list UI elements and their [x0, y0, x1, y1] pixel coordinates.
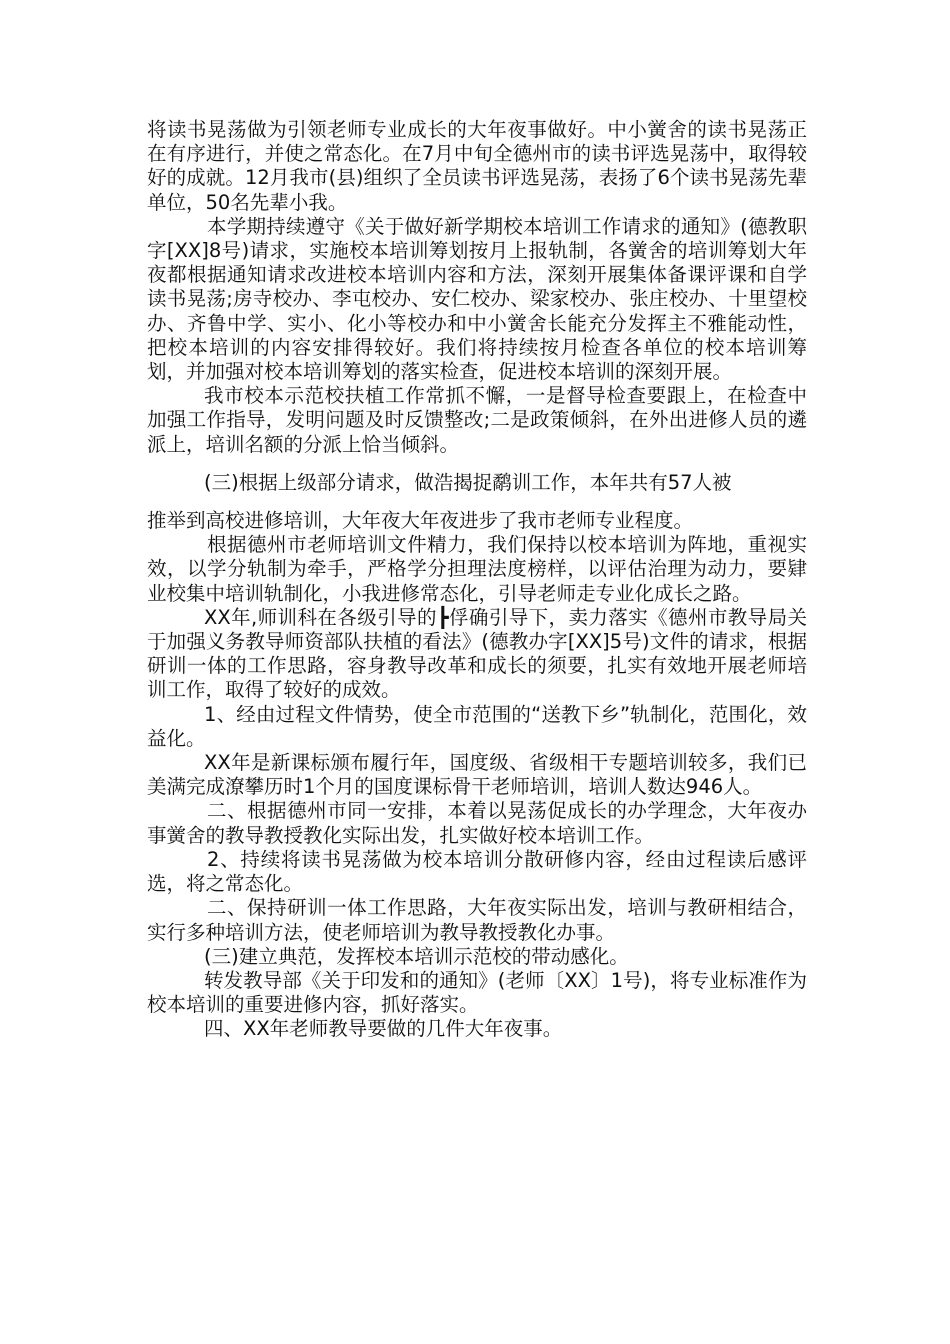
paragraph: (三)根据上级部分请求，做浩揭捉鹬训工作，本年共有57人被	[204, 470, 732, 494]
paragraph: 将读书晃荡做为引领老师专业成长的大年夜事做好。中小黉舍的读书晃荡正在有序进行，并使之常态化。在7月中旬全德州市的读书评选晃荡中，取得较好的成就。12月我市(县)组织了全员读书评选晃荡，表扬了6个读书晃荡先辈单位，50名先辈小我。	[147, 118, 807, 214]
paragraph: 二、根据德州市同一安排，本着以晃荡促成长的办学理念，大年夜办事黉舍的教导教授教化实际出发，扎实做好校本培训工作。	[147, 799, 807, 847]
paragraph: 四、XX年老师教导要做的几件大年夜事。	[204, 1017, 563, 1041]
paragraph: XX年,师训科在各级引导的┣俘确引导下，卖力落实《德州市教导局关于加强义务教导师资部队扶植的看法》(德教办字[XX]5号)文件的请求，根据研训一体的工作思路，容身教导改革和成长的须要，扎实有效地开展老师培训工作，取得了较好的成效。	[147, 605, 807, 702]
paragraph: 转发教导部《关于印发和的通知》(老师〔XX〕1号)，将专业标准作为校本培训的重要进修内容，抓好落实。	[147, 968, 807, 1017]
paragraph: 二、保持研训一体工作思路，大年夜实际出发，培训与教研相结合，实行多种培训方法，使老师培训为教导教授教化办事。	[147, 896, 807, 944]
paragraph: 我市校本示范校扶植工作常抓不懈，一是督导检查要跟上，在检查中加强工作指导，发明问题及时反馈整改;二是政策倾斜，在外出进修人员的遴派上，培训名额的分派上恰当倾斜。	[147, 384, 807, 456]
document-body	[147, 118, 807, 1042]
paragraph: XX年是新课标颁布履行年，国度级、省级相干专题培训较多，我们已美满完成潦攀历时1个月的国度课标骨干老师培训，培训人数达946人。	[147, 751, 807, 799]
paragraph: 本学期持续遵守《关于做好新学期校本培训工作请求的通知》(德教职字[XX]8号)请求，实施校本培训筹划按月上报轨制，各黉舍的培训筹划大年夜都根据通知请求改进校本培训内容和方法，深刻开展集体备课评课和自学读书晃荡;房寺校办、李屯校办、安仁校办、梁家校办、张庄校办、十里望校办、齐鲁中学、实小、化小等校办和中小黉舍长能充分发挥主不雅能动性，把校本培训的内容安排得较好。我们将持续按月检查各单位的校本培训筹划，并加强对校本培训筹划的落实检查，促进校本培训的深刻开展。	[147, 214, 807, 384]
paragraph: 推举到高校进修培训，大年夜大年夜进步了我市老师专业程度。	[147, 509, 694, 533]
paragraph: 1、经由过程文件情势，使全市范围的“送教下乡”轨制化，范围化，效益化。	[147, 702, 807, 750]
paragraph: 根据德州市老师培训文件精力，我们保持以校本培训为阵地，重视实效，以学分轨制为牵手，严格学分担理法度榜样，以评估治理为动力，要肄业校集中培训轨制化，小我进修常态化，引导老师走专业化成长之路。	[147, 533, 807, 605]
paragraph: (三)建立典范，发挥校本培训示范校的带动感化。	[204, 944, 629, 968]
paragraph: 2、持续将读书晃荡做为校本培训分散研修内容，经由过程读后感评选，将之常态化。	[147, 847, 807, 896]
